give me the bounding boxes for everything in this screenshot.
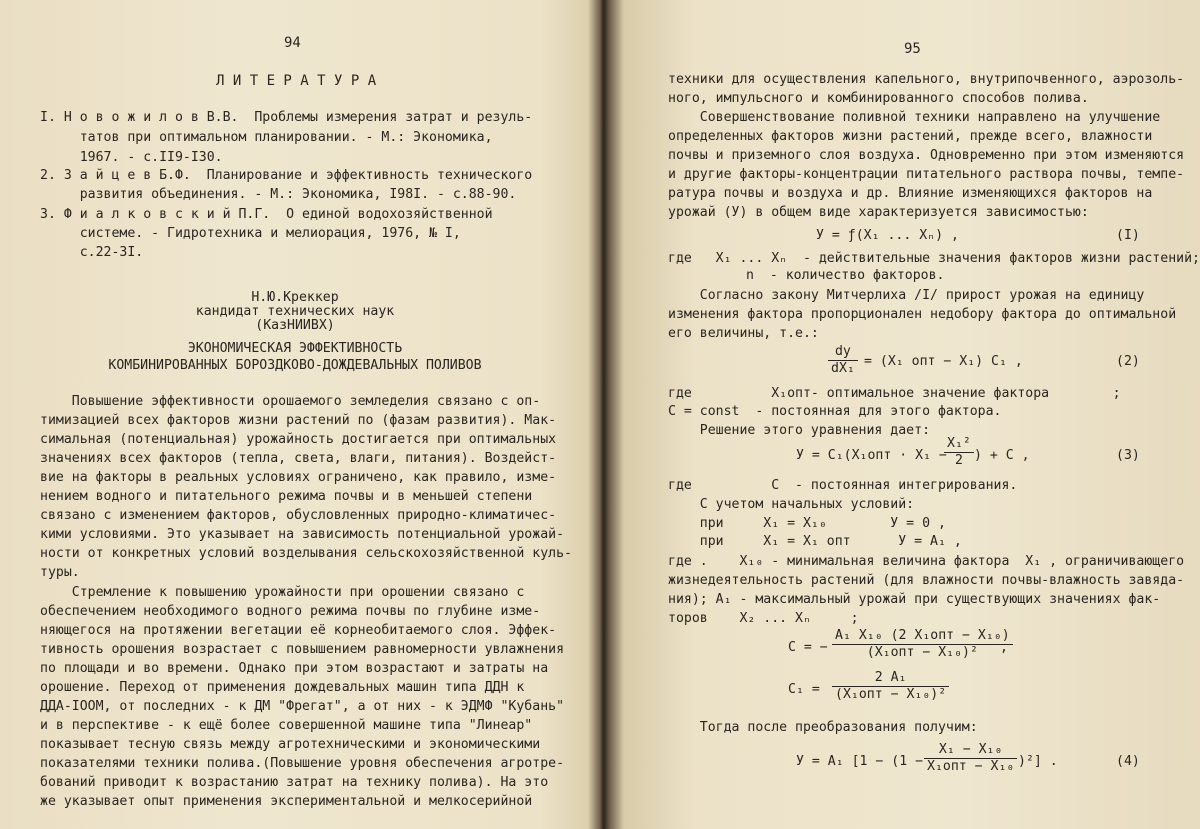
initial-condition-1: при X₁ = X₁₀ У = 0 , [668, 516, 946, 531]
body-line: ности от конкретных условий возделывания сельскохозяйственной куль- [40, 546, 572, 561]
where-3: где C - постоянная интегрирования. [668, 478, 1018, 493]
body-line: почвы и приземного слоя воздуха. Одновременно при этом изменяются [668, 148, 1185, 163]
body-line: где . X₁₀ - минимальная величина фактора X₁ , ограничивающего [668, 554, 1185, 569]
transformation-intro: Тогда после преобразования получим: [668, 720, 978, 735]
body-line: значениях всех факторов (тепла, света, влаги, питания). Воздейст- [40, 451, 557, 466]
equation-3-fraction [944, 436, 974, 469]
where-2-line-1: где X₁опт- оптимальное значение фактора ; [668, 386, 1121, 401]
constant-c-fraction [832, 628, 1013, 661]
body-line: торов X₂ ... Xₙ ; [668, 611, 859, 626]
reference-3-line-2: системе. - Гидротехника и мелиорация, 1976, № I, [40, 226, 461, 241]
initial-condition-2: при X₁ = X₁ опт У = A₁ , [668, 534, 962, 549]
constant-c1-lhs: C₁ = [788, 682, 820, 697]
body-line: вие на факторы в реальных условиях ограничено, как правило, изме- [40, 470, 557, 485]
equation-4-numerator: X₁ − X₁₀ [924, 742, 1017, 759]
body-line: Повышение эффективности орошаемого земледелия связано с оп- [40, 394, 541, 409]
reference-1-line-3: 1967. - с.II9-I30. [40, 150, 223, 165]
reference-1-line-1: I. Н о в о ж и л о в В.В. Проблемы измерения затрат и резуль- [40, 110, 533, 125]
right-page [606, 0, 1200, 829]
where-1-line-1: где X₁ ... Xₙ - действительные значения факторов жизни растений; [668, 251, 1200, 266]
body-line: кими условиями. Это указывает на зависимость потенциальной урожай- [40, 527, 565, 542]
equation-4-lhs: У = A₁ [1 − (1 − [796, 754, 924, 769]
where-1-line-2: n - количество факторов. [746, 268, 945, 283]
body-line: обеспечением необходимого водного режима почвы по глубине изме- [40, 604, 541, 619]
constant-c1-denominator: (X₁опт − X₁₀)² [835, 687, 947, 702]
author-name: Н.Ю.Креккер [251, 290, 339, 305]
body-line: и в перспективе - к ещё более совершенной машине типа "Линеар" [40, 718, 533, 733]
body-line: изменения фактора пропорционален недобору фактора до оптимальной [668, 307, 1177, 322]
body-line: тимизацией всех факторов жизни растений по (фазам развития). Мак- [40, 413, 557, 428]
where-2-line-2: C = const - постоянная для этого фактора. [668, 404, 1002, 419]
equation-3-rhs: ) + C , [974, 448, 1030, 463]
reference-3-line-3: с.22-3I. [40, 245, 144, 260]
body-line: его величины, т.е.: [668, 326, 819, 341]
solution-intro: Решение этого уравнения дает: [668, 423, 931, 438]
equation-3-number: (3) [1116, 448, 1140, 463]
body-line: показывает тесную связь между агротехническими и экономическими [40, 737, 541, 752]
body-line: симальная (потенциальная) урожайность достигается при оптимальных [40, 432, 557, 447]
equation-1-number: (I) [1116, 228, 1140, 243]
reference-2-line-1: 2. З а й ц е в Б.Ф. Планирование и эффективность технического [40, 168, 533, 183]
article-title-line-1: ЭКОНОМИЧЕСКАЯ ЭФФЕКТИВНОСТЬ [187, 341, 403, 356]
equation-4-number: (4) [1116, 754, 1140, 769]
body-line: жизнедеятельность растений (для влажности почвы-влажность завяда- [668, 573, 1185, 588]
constant-c1-fraction [832, 670, 949, 703]
constant-c1-numerator: 2 A₁ [832, 670, 949, 687]
body-line: тивность орошения возрастает с повышением равномерности увлажнения [40, 642, 565, 657]
body-line: по площади и во времени. Однако при этом возрастают и затраты на [40, 661, 549, 676]
equation-1: У = ƒ(X₁ ... Xₙ) , [816, 228, 959, 243]
constant-c-numerator: A₁ X₁₀ (2 X₁опт − X₁₀) [832, 628, 1013, 645]
body-line: Согласно закону Митчерлиха /I/ прирост урожая на единицу [668, 288, 1145, 303]
equation-2-rhs: = (X₁ опт − X₁) C₁ , [864, 354, 1023, 369]
body-line: нением водного и питательного режима почвы и в меньшей степени [40, 489, 533, 504]
reference-2-line-2: развития объединения. - М.: Экономика, I98I. - с.88-90. [40, 187, 517, 202]
initial-conditions-heading: С учетом начальных условий: [668, 497, 915, 512]
article-title-line-2: КОМБИНИРОВАННЫХ БОРОЗДКОВО-ДОЖДЕВАЛЬНЫХ ПОЛИВОВ [108, 358, 482, 373]
body-line: же указывает опыт применения экспериментальной и мелкосерийной [40, 794, 533, 809]
constant-c-comma: , [1000, 640, 1008, 655]
body-line: ного, импульсного и комбинированного способов полива. [668, 91, 1089, 106]
body-line: ДДА-IООМ, от последних - к ДМ "Фрегат", а от них - к ЭДМФ "Кубань" [40, 699, 565, 714]
body-line: орошение. Переход от применения дождевальных машин типа ДДН к [40, 680, 525, 695]
equation-4-rhs: )²] . [1018, 754, 1058, 769]
equation-4-fraction [924, 742, 1017, 775]
reference-1-line-2: татов при оптимальном планировании. - М.: Экономика, [40, 130, 493, 145]
equation-2-denominator: dX₁ [831, 361, 855, 376]
body-line: Стремление к повышению урожайности при орошении связано с [40, 585, 525, 600]
body-line: туры. [40, 565, 80, 580]
body-line: урожай (У) в общем виде характеризуется зависимостью: [668, 205, 1089, 220]
body-line: ратура почвы и воздуха и др. Влияние изменяющихся факторов на [668, 186, 1153, 201]
body-line: Совершенствование поливной техники направлено на улучшение [668, 110, 1161, 125]
equation-3-lhs: У = C₁(X₁опт · X₁ − [796, 448, 947, 463]
constant-c-lhs: C = − [788, 640, 828, 655]
body-line: ния); A₁ - максимальный урожай при существующих значениях фак- [668, 592, 1161, 607]
equation-2-number: (2) [1116, 354, 1140, 369]
body-line: показателями техники полива.(Повышение уровня обеспечения агротре- [40, 756, 565, 771]
body-line: бований приводит к возрастанию затрат на технику полива). На это [40, 775, 549, 790]
body-line: и другие факторы-концентрации питательного раствора почвы, темпе- [668, 167, 1185, 182]
equation-2-fraction [828, 344, 858, 377]
constant-c-denominator: (X₁опт − X₁₀)² [866, 645, 978, 660]
author-degree: кандидат технических наук [195, 304, 395, 319]
body-line: связано с изменением факторов, обусловленных природно-климатичес- [40, 508, 557, 523]
page-number: 94 [284, 35, 301, 51]
body-line: техники для осуществления капельного, внутрипочвенного, аэрозоль- [668, 72, 1185, 87]
equation-2-numerator: dy [828, 344, 858, 361]
equation-3-denominator: 2 [954, 453, 963, 468]
reference-3-line-1: 3. Ф и а л к о в с к и й П.Г. О единой водохозяйственной [40, 207, 493, 222]
references-heading: Л И Т Е Р А Т У Р А [216, 73, 377, 89]
body-line: няющегося на протяжении вегетации её корнеобитаемого слоя. Эффек- [40, 623, 557, 638]
page-number: 95 [904, 41, 921, 57]
equation-3-numerator: X₁² [944, 436, 974, 453]
left-page [0, 0, 590, 829]
author-organization: (КазНИИВХ) [255, 318, 335, 333]
body-line: определенных факторов жизни растений, прежде всего, влажности [668, 129, 1153, 144]
equation-4-denominator: X₁опт − X₁₀ [927, 759, 1015, 774]
